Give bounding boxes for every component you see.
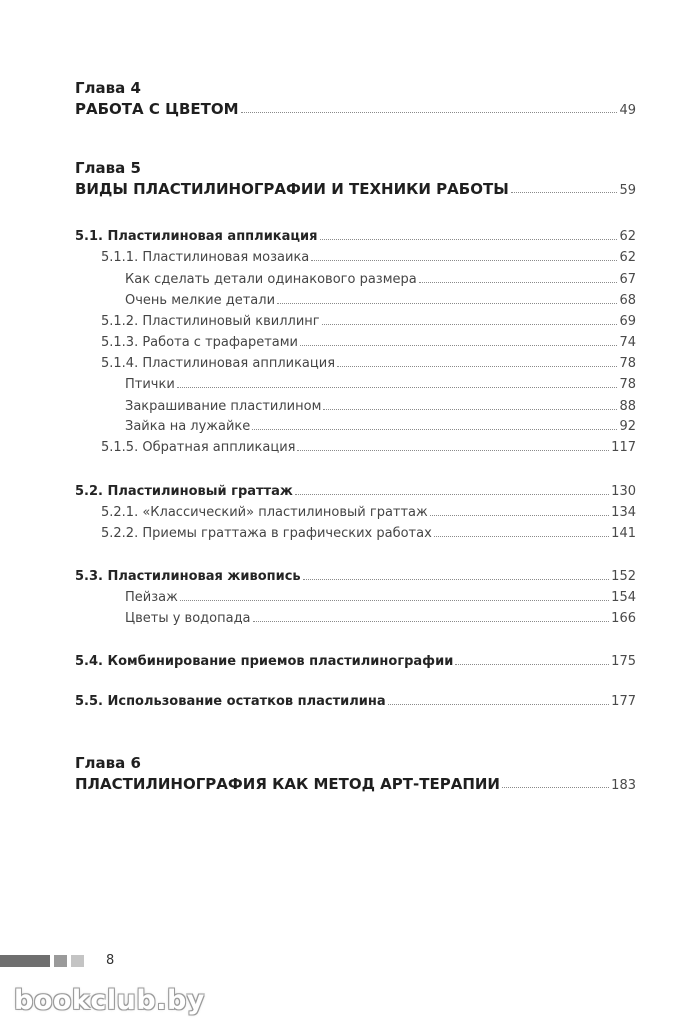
dot-leader — [277, 303, 617, 304]
toc-entry-sub[interactable] — [125, 290, 636, 308]
toc-entry-5-2-1[interactable] — [101, 502, 636, 520]
toc-entry-5-1-2[interactable] — [101, 311, 636, 329]
dot-leader — [320, 239, 618, 240]
dot-leader — [323, 409, 617, 410]
entry-title: Зайка на лужайке — [125, 419, 251, 434]
entry-title: 5.1.2. Пластилиновый квиллинг — [101, 314, 320, 329]
toc-entry-sub[interactable] — [125, 608, 636, 626]
chapter-5 — [75, 159, 636, 198]
dot-leader — [419, 282, 618, 283]
toc-entry-5-2[interactable] — [75, 481, 636, 499]
toc-entry-5-2-2[interactable] — [101, 523, 636, 541]
entry-title: 5.2.2. Приемы граттажа в графических работах — [101, 526, 432, 541]
dot-leader — [322, 324, 618, 325]
chapter-label: Глава 4 — [75, 79, 141, 97]
toc-entry-5-1-5[interactable] — [101, 437, 636, 455]
entry-title: 5.4. Комбинирование приемов пластилинографии — [75, 654, 454, 669]
dot-leader — [297, 450, 609, 451]
chapter-title-row[interactable] — [75, 773, 636, 793]
dot-leader — [252, 429, 617, 430]
entry-title: Закрашивание пластилином — [125, 399, 322, 414]
page-ref: 92 — [619, 419, 636, 434]
page-ref: 166 — [611, 611, 636, 626]
entry-title: 5.3. Пластилиновая живопись — [75, 569, 301, 584]
toc-entry-5-1-1[interactable] — [101, 247, 636, 265]
dot-leader — [502, 787, 609, 788]
dot-leader — [253, 621, 610, 622]
dot-leader — [177, 387, 618, 388]
entry-title: 5.1.1. Пластилиновая мозаика — [101, 250, 310, 265]
dot-leader — [180, 600, 609, 601]
toc-entry-5-4[interactable] — [75, 651, 636, 669]
toc-entry-sub[interactable] — [125, 374, 636, 392]
page-ref: 74 — [619, 335, 636, 350]
dot-leader — [388, 704, 610, 705]
page-ref: 141 — [611, 526, 636, 541]
dot-leader — [430, 515, 609, 516]
toc-entry-sub[interactable] — [125, 416, 636, 434]
entry-title: 5.5. Использование остатков пластилина — [75, 694, 386, 709]
toc-entry-5-1-3[interactable] — [101, 332, 636, 350]
chapter-title: ВИДЫ ПЛАСТИЛИНОГРАФИИ И ТЕХНИКИ РАБОТЫ — [75, 180, 509, 198]
page-ref: 134 — [611, 505, 636, 520]
chapter-6 — [75, 754, 636, 793]
page-ref: 130 — [611, 484, 636, 499]
page-ref: 62 — [619, 229, 636, 244]
page-ref: 177 — [611, 694, 636, 709]
footer-bar-segment — [71, 955, 84, 967]
footer-bar-segment — [0, 955, 50, 967]
toc-entry-sub[interactable] — [125, 587, 636, 605]
dot-leader — [300, 345, 617, 346]
chapter-4 — [75, 79, 636, 118]
entry-title: 5.1.5. Обратная аппликация — [101, 440, 296, 455]
page-ref: 68 — [619, 293, 636, 308]
page-ref: 67 — [619, 272, 636, 287]
page-ref: 117 — [611, 440, 636, 455]
page-ref: 152 — [611, 569, 636, 584]
page-ref: 183 — [611, 778, 636, 793]
toc-entry-5-1[interactable] — [75, 226, 636, 244]
page-ref: 62 — [619, 250, 636, 265]
chapter-title: ПЛАСТИЛИНОГРАФИЯ КАК МЕТОД АРТ-ТЕРАПИИ — [75, 775, 500, 793]
toc-entry-5-3[interactable] — [75, 566, 636, 584]
page-ref: 175 — [611, 654, 636, 669]
page-ref: 88 — [619, 399, 636, 414]
entry-title: 5.1.4. Пластилиновая аппликация — [101, 356, 336, 371]
dot-leader — [311, 260, 617, 261]
entry-title: 5.1.3. Работа с трафаретами — [101, 335, 298, 350]
chapter-title: РАБОТА С ЦВЕТОМ — [75, 100, 239, 118]
footer-bar-segment — [54, 955, 67, 967]
entry-title: Пейзаж — [125, 590, 178, 605]
entry-title: 5.2. Пластилиновый граттаж — [75, 484, 293, 499]
toc-entry-sub[interactable] — [125, 396, 636, 414]
dot-leader — [455, 664, 609, 665]
dot-leader — [337, 366, 617, 367]
entry-title: Как сделать детали одинакового размера — [125, 272, 417, 287]
entry-title: 5.1. Пластилиновая аппликация — [75, 229, 318, 244]
page-ref: 78 — [619, 377, 636, 392]
entry-title: Цветы у водопада — [125, 611, 251, 626]
entry-title: Птички — [125, 377, 175, 392]
dot-leader — [434, 536, 609, 537]
page-ref: 49 — [619, 103, 636, 118]
dot-leader — [303, 579, 610, 580]
page-ref: 69 — [619, 314, 636, 329]
dot-leader — [295, 494, 609, 495]
toc-entry-5-5[interactable] — [75, 691, 636, 709]
toc-entry-5-1-4[interactable] — [101, 353, 636, 371]
chapter-title-row[interactable] — [75, 98, 636, 118]
page-ref: 59 — [619, 183, 636, 198]
entry-title: Очень мелкие детали — [125, 293, 276, 308]
page-number: 8 — [106, 953, 115, 968]
page-ref: 154 — [611, 590, 636, 605]
page-ref: 78 — [619, 356, 636, 371]
chapter-label: Глава 5 — [75, 159, 141, 177]
chapter-title-row[interactable] — [75, 178, 636, 198]
footer-decoration — [0, 955, 86, 967]
dot-leader — [511, 192, 618, 193]
watermark-logo: bookclub.by — [14, 985, 205, 1016]
chapter-label: Глава 6 — [75, 754, 141, 772]
entry-title: 5.2.1. «Классический» пластилиновый граттаж — [101, 505, 428, 520]
dot-leader — [241, 112, 618, 113]
toc-entry-sub[interactable] — [125, 269, 636, 287]
